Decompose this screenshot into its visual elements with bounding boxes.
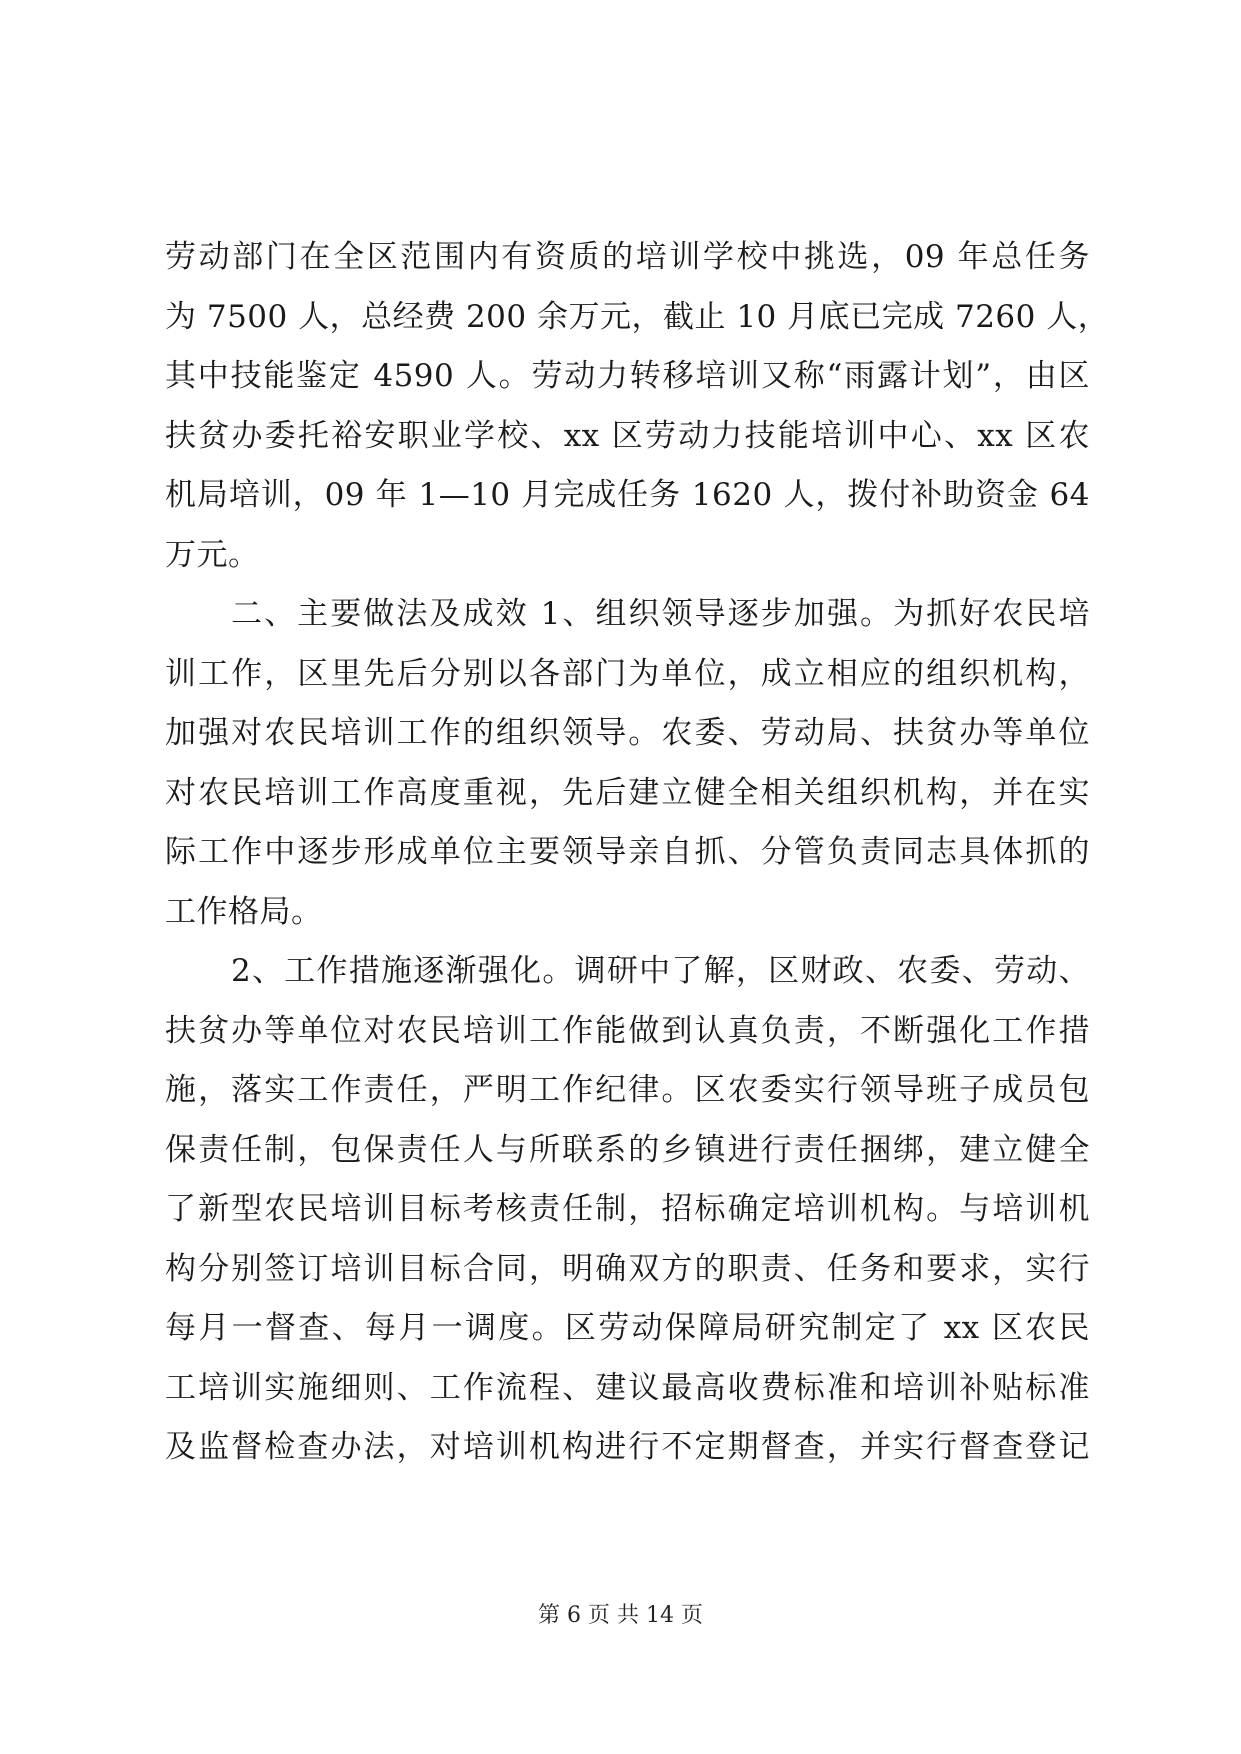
paragraph-line: 际工作中逐步形成单位主要领导亲自抓、分管负责同志具体抓的	[165, 834, 1090, 870]
paragraph-line: 二、主要做法及成效 1、组织领导逐步加强。为抓好农民培	[231, 596, 1090, 632]
paragraph-line: 施，落实工作责任，严明工作纪律。区农委实行领导班子成员包	[165, 1072, 1090, 1108]
paragraph-line: 万元。	[165, 536, 260, 573]
paragraph-line: 为 7500 人，总经费 200 余万元，截止 10 月底已完成 7260 人，	[165, 298, 1110, 335]
paragraph-line: 机局培训，09 年 1—10 月完成任务 1620 人，拨付补助资金 64	[165, 477, 1090, 513]
paragraph-line: 及监督检查办法，对培训机构进行不定期督查，并实行督查登记	[165, 1429, 1090, 1465]
paragraph-line: 加强对农民培训工作的组织领导。农委、劳动局、扶贫办等单位	[165, 715, 1090, 751]
paragraph-line: 训工作，区里先后分别以各部门为单位，成立相应的组织机构，	[165, 655, 1090, 692]
paragraph-line: 其中技能鉴定 4590 人。劳动力转移培训又称“雨露计划”，由区	[165, 358, 1090, 394]
paragraph-line: 对农民培训工作高度重视，先后建立健全相关组织机构，并在实	[165, 774, 1090, 811]
paragraph-line: 了新型农民培训目标考核责任制，招标确定培训机构。与培训机	[165, 1191, 1090, 1227]
page-number-footer: 第 6 页 共 14 页	[538, 1603, 703, 1628]
paragraph-line: 工作格局。	[165, 893, 323, 930]
paragraph-line: 保责任制，包保责任人与所联系的乡镇进行责任捆绑，建立健全	[165, 1131, 1090, 1168]
paragraph-line: 扶贫办等单位对农民培训工作能做到认真负责，不断强化工作措	[165, 1012, 1090, 1049]
document-body	[165, 228, 1110, 1478]
paragraph-line: 扶贫办委托裕安职业学校、xx 区劳动力技能培训中心、xx 区农	[165, 417, 1090, 454]
paragraph-line: 构分别签订培训目标合同，明确双方的职责、任务和要求，实行	[165, 1250, 1090, 1287]
paragraph-line: 2、工作措施逐渐强化。调研中了解，区财政、农委、劳动、	[231, 953, 1090, 989]
paragraph-line: 劳动部门在全区范围内有资质的培训学校中挑选，09 年总任务	[165, 239, 1090, 275]
paragraph-line: 工培训实施细则、工作流程、建议最高收费标准和培训补贴标准	[165, 1369, 1090, 1406]
paragraph-line: 每月一督查、每月一调度。区劳动保障局研究制定了 xx 区农民	[165, 1310, 1090, 1346]
